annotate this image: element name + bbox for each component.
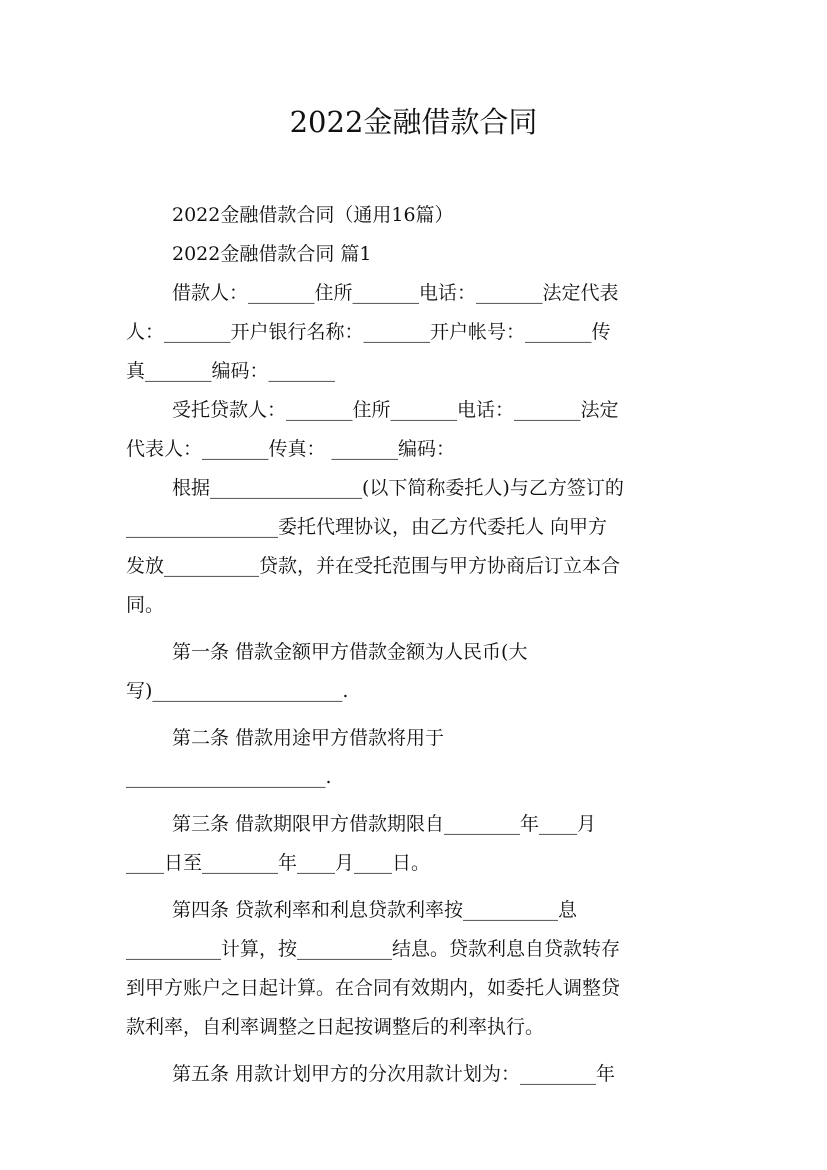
article-3-line-2: ____日至________年____月____日。 (126, 852, 431, 874)
article-1-line-1: 第一条 借款金额甲方借款金额为人民币(大 (172, 641, 528, 663)
article-2-line-1: 第二条 借款用途甲方借款将用于 (172, 727, 445, 749)
borrower-line-1: 借款人：_______住所_______电话：_______法定代表 (172, 282, 619, 304)
article-5-line-1: 第五条 用款计划甲方的分次用款计划为：________年 (172, 1063, 616, 1085)
basis-line-3: 发放__________贷款，并在受托范围与甲方协商后订立本合 (126, 555, 621, 577)
borrower-line-3: 真_______编码：_______ (126, 360, 336, 382)
trustee-line-2: 代表人：_______传真： _______编码： (126, 438, 456, 460)
article-4-line-3: 到甲方账户之日起计算。在合同有效期内，如委托人调整贷 (126, 977, 621, 999)
article-2-line-2: _____________________. (126, 766, 332, 788)
borrower-line-2: 人：_______开户银行名称：_______开户帐号：_______传 (126, 321, 611, 343)
article-4-line-2: __________计算，按__________结息。贷款利息自贷款转存 (126, 938, 621, 960)
subtitle-line: 2022金融借款合同（通用16篇） (172, 204, 454, 226)
document-body (126, 196, 702, 1094)
article-4-line-1: 第四条 贷款利率和利息贷款利率按__________息 (172, 899, 578, 921)
article-3-line-1: 第三条 借款期限甲方借款期限自________年____月 (172, 813, 597, 835)
article-4-line-4: 款利率，自利率调整之日起按调整后的利率执行。 (126, 1016, 545, 1038)
article-1-line-2: 写)____________________. (126, 680, 349, 702)
basis-line-4: 同。 (126, 594, 165, 616)
document-title: 2022金融借款合同 (289, 105, 538, 139)
trustee-line-1: 受托贷款人：_______住所_______电话：_______法定 (172, 399, 619, 421)
basis-line-1: 根据________________(以下简称委托人)与乙方签订的 (172, 477, 624, 499)
basis-line-2: ________________委托代理协议，由乙方代委托人 向甲方 (126, 516, 608, 538)
part-heading: 2022金融借款合同 篇1 (172, 243, 372, 265)
